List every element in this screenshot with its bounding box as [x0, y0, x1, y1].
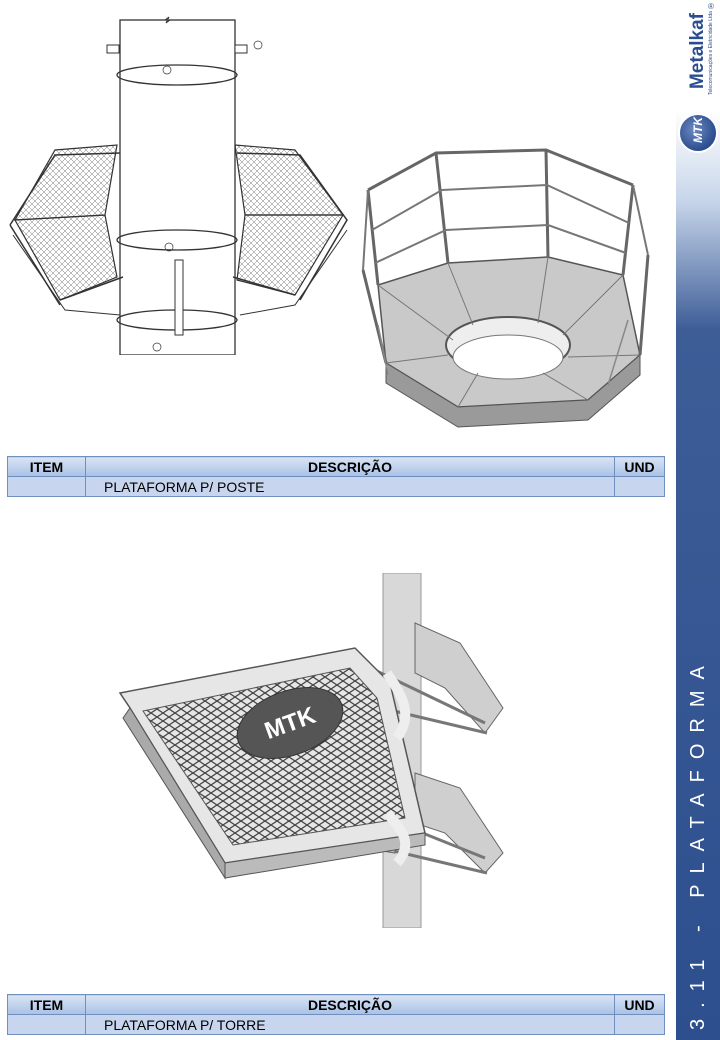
table-header-row	[8, 995, 665, 1015]
cell-item	[8, 1015, 86, 1035]
cell-description: PLATAFORMA P/ POSTE	[86, 477, 615, 497]
registered-mark: ®	[708, 2, 714, 11]
cell-item	[8, 477, 86, 497]
brand-tagline-wrap	[704, 0, 718, 110]
table-row	[8, 477, 665, 497]
cell-unit	[615, 1015, 665, 1035]
brand-name: Metalkaf	[687, 12, 708, 90]
octagonal-platform-render	[358, 145, 658, 435]
cell-description: PLATAFORMA P/ TORRE	[86, 1015, 615, 1035]
brand-emblem-icon	[678, 113, 718, 153]
spec-table-pole	[7, 456, 665, 497]
header-unit: UND	[615, 995, 665, 1015]
table-header-row	[8, 457, 665, 477]
pole-platform-drawing	[5, 15, 350, 355]
platform-logo-text: MTK	[261, 701, 320, 746]
section-title: 3.11 - PLATAFORMA	[687, 655, 709, 1030]
spec-table-tower	[7, 994, 665, 1035]
header-description: DESCRIÇÃO	[86, 457, 615, 477]
brand-emblem-text: MTK	[691, 117, 705, 143]
header-description: DESCRIÇÃO	[86, 995, 615, 1015]
brand-tagline: Telecomunicações e Eletricidade Ltda	[708, 11, 714, 95]
header-item: ITEM	[8, 995, 86, 1015]
tower-platform-render	[115, 573, 510, 928]
header-unit: UND	[615, 457, 665, 477]
cell-unit	[615, 477, 665, 497]
table-row	[8, 1015, 665, 1035]
header-item: ITEM	[8, 457, 86, 477]
